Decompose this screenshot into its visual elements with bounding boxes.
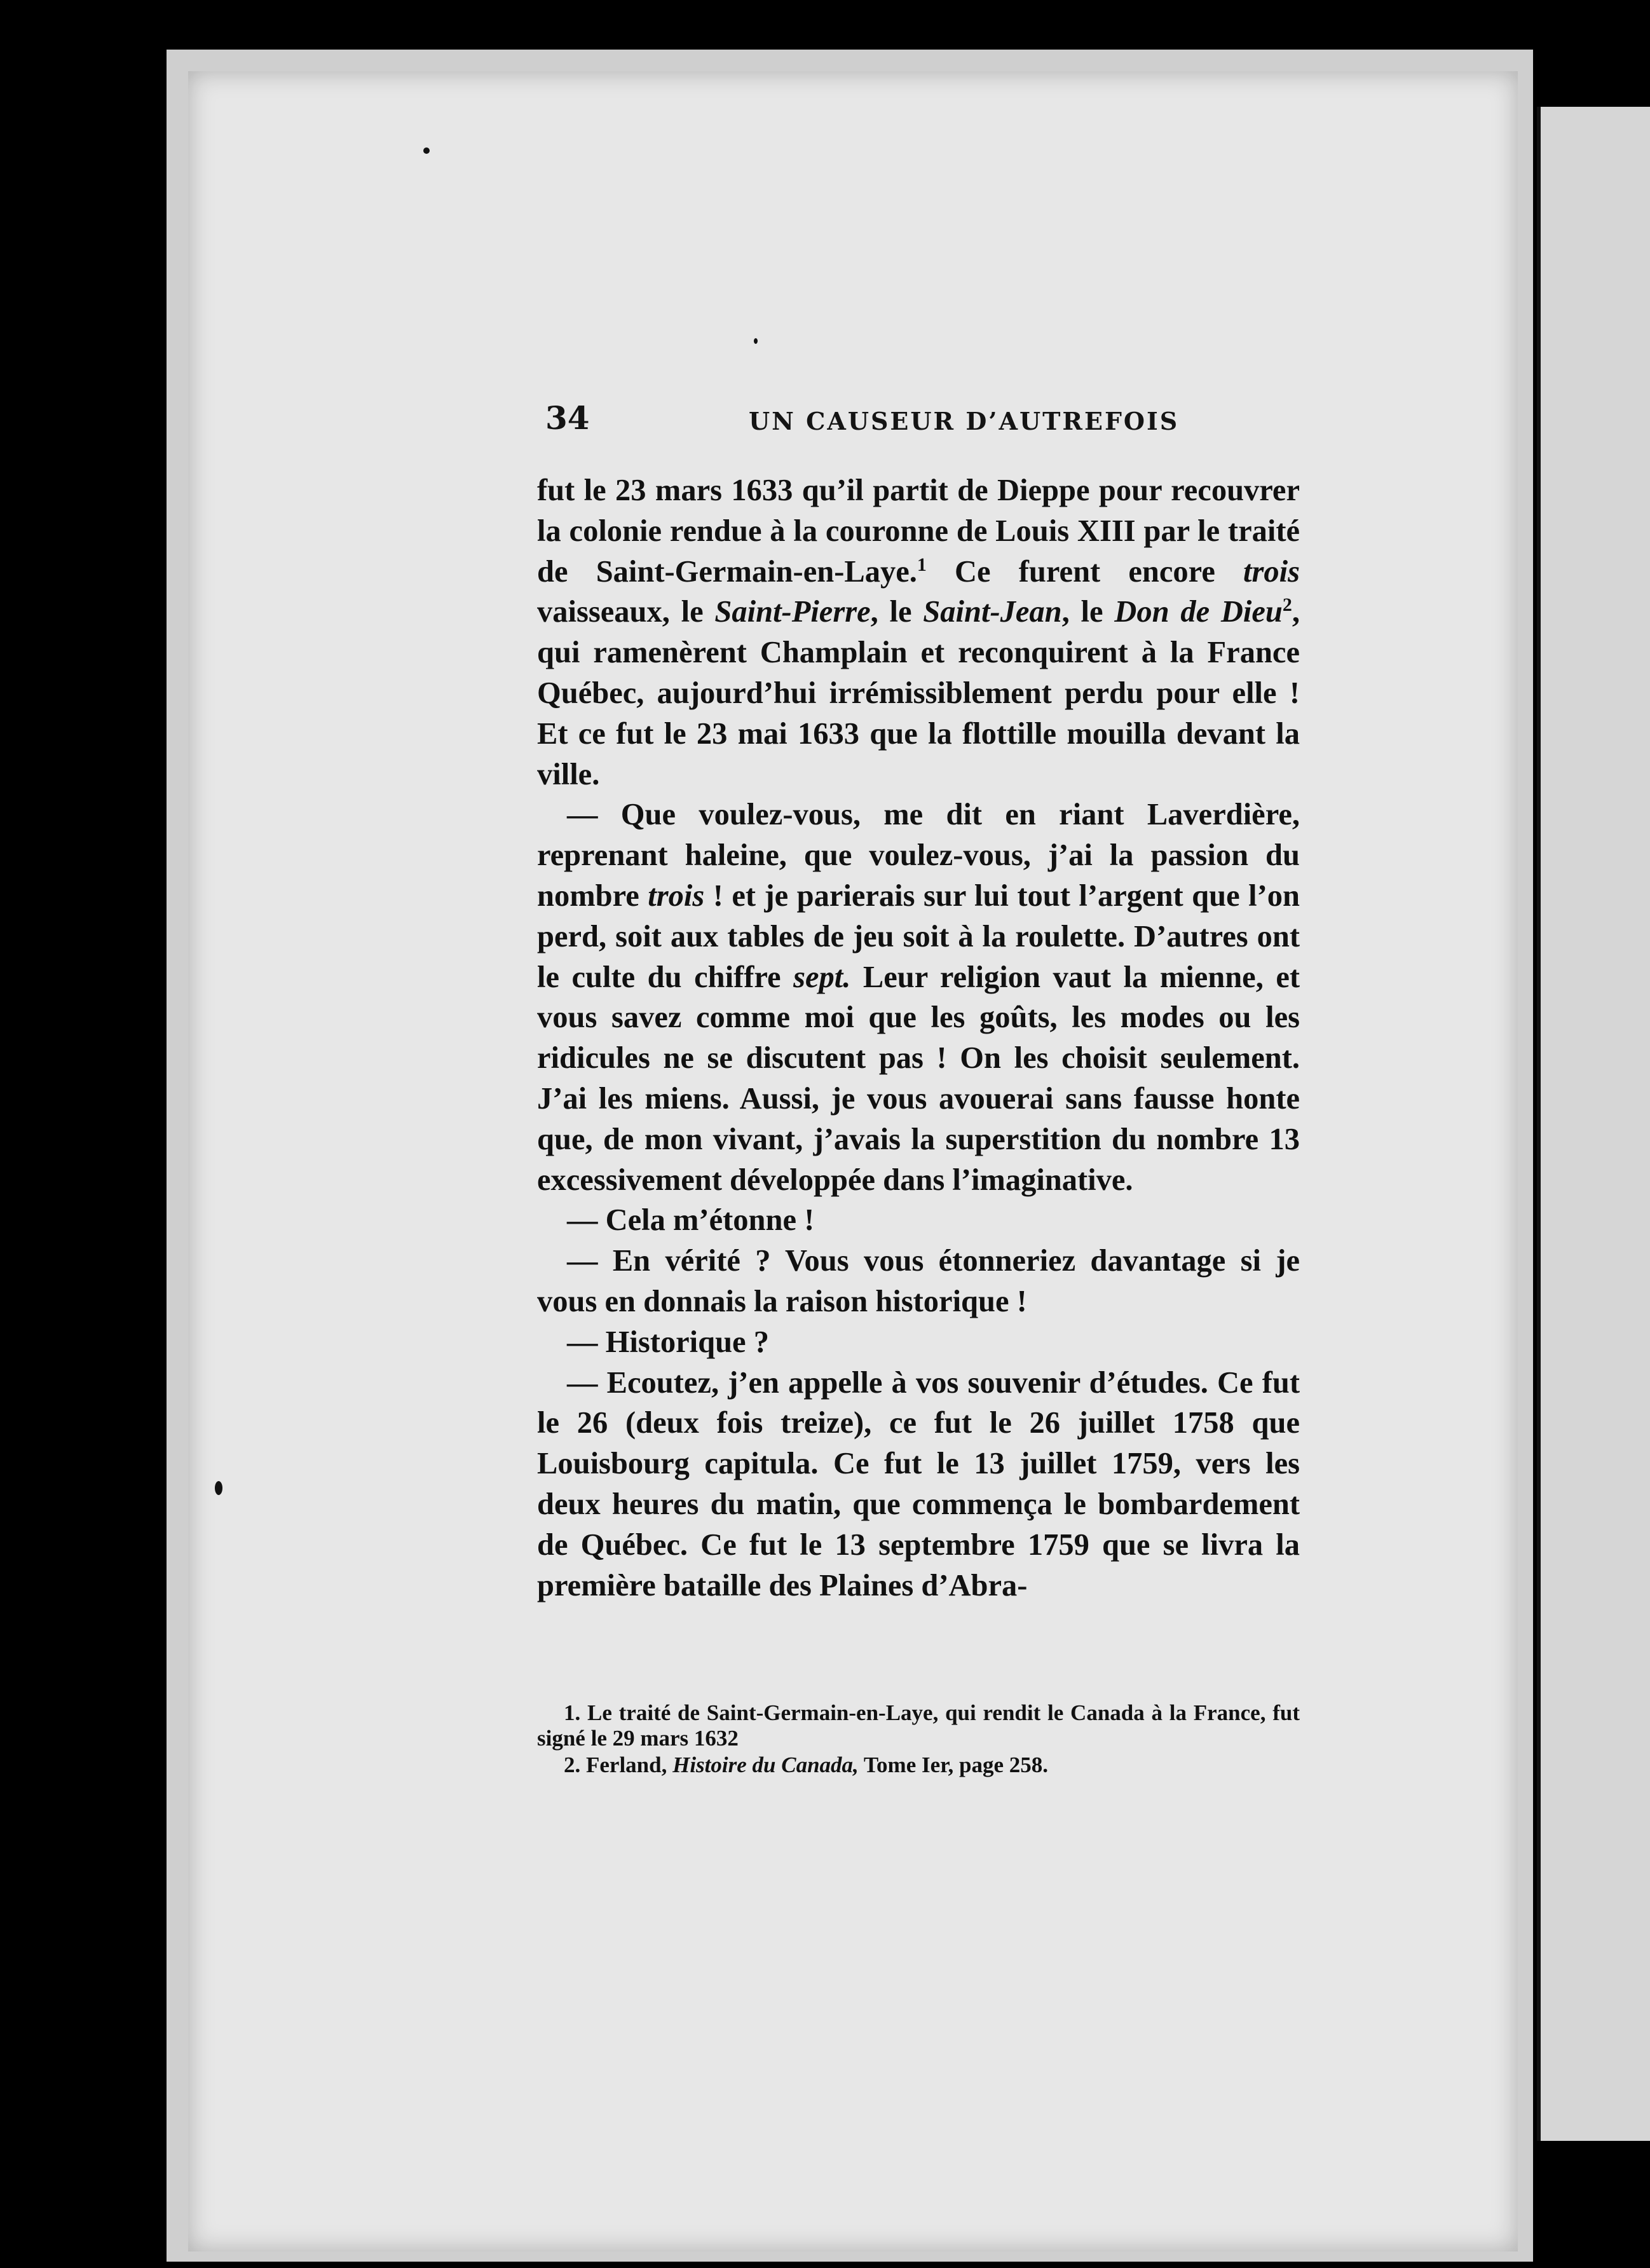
- ink-speck: [215, 1481, 222, 1495]
- text-run: , le: [1061, 595, 1115, 629]
- paragraph: [537, 470, 1300, 795]
- paragraph: [537, 795, 1300, 1200]
- ink-speck: [754, 338, 758, 344]
- paragraph: — Historique ?: [567, 1325, 769, 1359]
- paragraph: — Ecoutez, j’en appelle à vos souvenir d’études. Ce fut le 26 (deux fois treize), ce fut le 26 juillet 1758 que Louisbourg capitula. Ce fut le 13 juillet 1759, vers les deux heures du matin, que commença le bombardement de Québec. Ce fut le 13 septembre 1759 que se livra la première bataille des Plaines d’Abra-: [537, 1365, 1300, 1602]
- text-run: , le: [870, 595, 924, 629]
- text-run: 2. Ferland,: [564, 1752, 673, 1777]
- italic-run: Histoire du Canada,: [672, 1752, 859, 1777]
- text-run: Tome Ier, page 258.: [858, 1752, 1048, 1777]
- italic-run: Saint-Jean: [923, 595, 1062, 629]
- text-run: ! et je parierais sur lui tout l’argent que l’on perd, soit aux tables de jeu soit à la roulette. D’autres ont le culte du chiffre: [537, 878, 1300, 994]
- page-number: 34: [545, 399, 590, 437]
- text-run: fut le 23 mars 1633 qu’il partit de Dieppe pour recouvrer la colonie rendue à la couronne de Louis XIII par le traité de Saint-Germain-en-Laye.: [537, 474, 1300, 589]
- text-run: — Que voulez-vous, me dit en riant Laverdière, reprenant haleine, que voulez-vous, j’ai la passion du nombre: [537, 798, 1300, 913]
- text-run: vaisseaux, le: [537, 595, 715, 629]
- ink-speck: [423, 147, 430, 154]
- adjacent-page-edge: [1537, 107, 1650, 2141]
- italic-run: trois: [1243, 554, 1300, 589]
- text-run: , qui ramenèrent Champlain et reconquirent à la France Québec, aujourd’hui irrémissiblement perdu pour elle ! Et ce fut le 23 mai 1633 que la flottille mouilla devant la ville.: [537, 595, 1300, 791]
- footnote: 1. Le traité de Saint-Germain-en-Laye, qui rendit le Canada à la France, fut signé le 29 mars 1632: [537, 1700, 1300, 1751]
- footnote-ref: 1: [917, 554, 927, 575]
- italic-run: Don de Dieu: [1114, 595, 1283, 629]
- italic-run: Saint-Pierre: [714, 595, 871, 629]
- body-text: [537, 470, 1300, 1606]
- text-run: Leur religion vaut la mienne, et vous savez comme moi que les goûts, les modes ou les ridicules ne se discutent pas ! On les choisit seulement. J’ai les miens. Aussi, je vous avouerai sans fausse honte que, de mon vivant, j’avais la superstition du nombre 13 excessivement développée dans l’imaginative.: [537, 960, 1300, 1197]
- paragraph: — En vérité ? Vous vous étonneriez davantage si je vous en donnais la raison historique !: [537, 1244, 1300, 1318]
- text-run: Ce furent encore: [926, 554, 1244, 589]
- footnote: [537, 1752, 1300, 1778]
- running-head: UN CAUSEUR D’AUTREFOIS: [749, 407, 1180, 435]
- footnotes: [537, 1700, 1300, 1779]
- italic-run: sept.: [793, 960, 851, 994]
- italic-run: trois: [648, 878, 705, 913]
- paragraph: — Cela m’étonne !: [567, 1203, 815, 1238]
- page-header: [545, 399, 1295, 450]
- footnote-ref: 2: [1282, 594, 1292, 616]
